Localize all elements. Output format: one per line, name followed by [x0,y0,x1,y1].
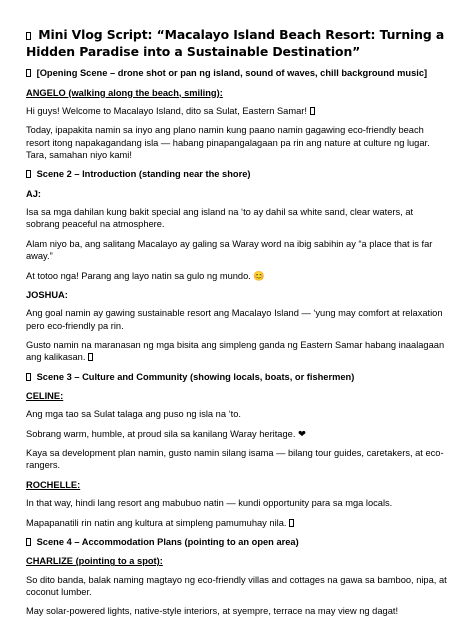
angelo-line-1-text: Hi guys! Welcome to Macalayo Island, dito sa Sulat, Eastern Samar! [26,105,307,116]
speaker-charlize: CHARLIZE (pointing to a spot): [26,556,163,567]
scene-opening-heading [26,67,448,79]
joshua-line-1: Ang goal namin ay gawing sustainable resort ang Macalayo Island — ‘yung may comfort at relaxation pero eco-friendly pa rin. [26,308,443,331]
charlize-line-1: So dito banda, balak naming magtayo ng eco-friendly villas and cottages na gawa sa bamboo, nipa, at coconut lumber. [26,574,447,597]
scene-2-heading [26,168,448,180]
missing-glyph-icon [26,170,31,178]
scene-opening-text: [Opening Scene – drone shot or pan ng island, sound of waves, chill background music] [36,68,428,79]
aj-line-1: Isa sa mga dahilan kung bakit special ang island na ‘to ay dahil sa white sand, clear waters, at sobrang peaceful na atmosphere. [26,207,414,230]
aj-line-2: Alam niyo ba, ang salitang Macalayo ay galing sa Waray word na ibig sabihin ay “a place that is far away.” [26,238,433,262]
speaker-joshua: JOSHUA: [26,289,68,300]
aj-line-3: At totoo nga! Parang ang layo natin sa gulo ng mundo. 😊 [26,270,265,281]
speaker-angelo: ANGELO (walking along the beach, smiling): [26,87,223,98]
missing-glyph-icon [26,373,31,381]
scene-3-heading [26,371,448,383]
missing-glyph-icon [26,32,31,40]
speaker-aj: AJ: [26,188,41,199]
rochelle-line-2 [26,517,448,529]
document-title-text: Mini Vlog Script: “Macalayo Island Beach Resort: Turning a Hidden Paradise into a Sustainable Destination” [26,27,445,60]
missing-glyph-icon [289,519,294,527]
charlize-line-2: May solar-powered lights, native-style interiors, at syempre, terrace na may view ng dagat! [26,606,399,617]
document-title [26,26,448,60]
rochelle-line-2-text: Mapapanatili rin natin ang kultura at simpleng pamumuhay nila. [26,517,287,528]
celine-line-2: Sobrang warm, humble, at proud sila sa kanilang Waray heritage. ❤ [26,428,306,439]
angelo-line-2: Today, ipapakita namin sa inyo ang plano namin kung paano namin gagawing eco-friendly beach resort itong napakagandang isla — habang pinapangalagaan pa rin ang nature at culture ng lugar. Tara, samahan niyo kami! [26,125,430,161]
missing-glyph-icon [310,107,315,115]
scene-4-heading [26,536,448,548]
joshua-line-2 [26,339,448,364]
celine-line-3: Kaya sa development plan namin, gusto namin silang isama — bilang tour guides, caretakers, at eco-rangers. [26,448,444,471]
scene-2-text: Scene 2 – Introduction (standing near the shore) [36,169,251,180]
missing-glyph-icon [26,69,31,77]
rochelle-line-1: In that way, hindi lang resort ang mabubuo natin — kundi opportunity para sa mga locals. [26,498,393,509]
scene-4-text: Scene 4 – Accommodation Plans (pointing to an open area) [36,536,299,547]
missing-glyph-icon [26,538,31,546]
joshua-line-2-text: Gusto namin na maranasan ng mga bisita ang simpleng ganda ng Eastern Samar habang inaalagaan ang kalikasan. [26,339,445,363]
celine-line-1: Ang mga tao sa Sulat talaga ang puso ng isla na ‘to. [26,409,242,420]
speaker-rochelle: ROCHELLE: [26,479,81,490]
angelo-line-1 [26,105,448,117]
missing-glyph-icon [88,353,93,361]
scene-3-text: Scene 3 – Culture and Community (showing locals, boats, or fishermen) [36,371,355,382]
speaker-celine: CELINE: [26,391,64,402]
